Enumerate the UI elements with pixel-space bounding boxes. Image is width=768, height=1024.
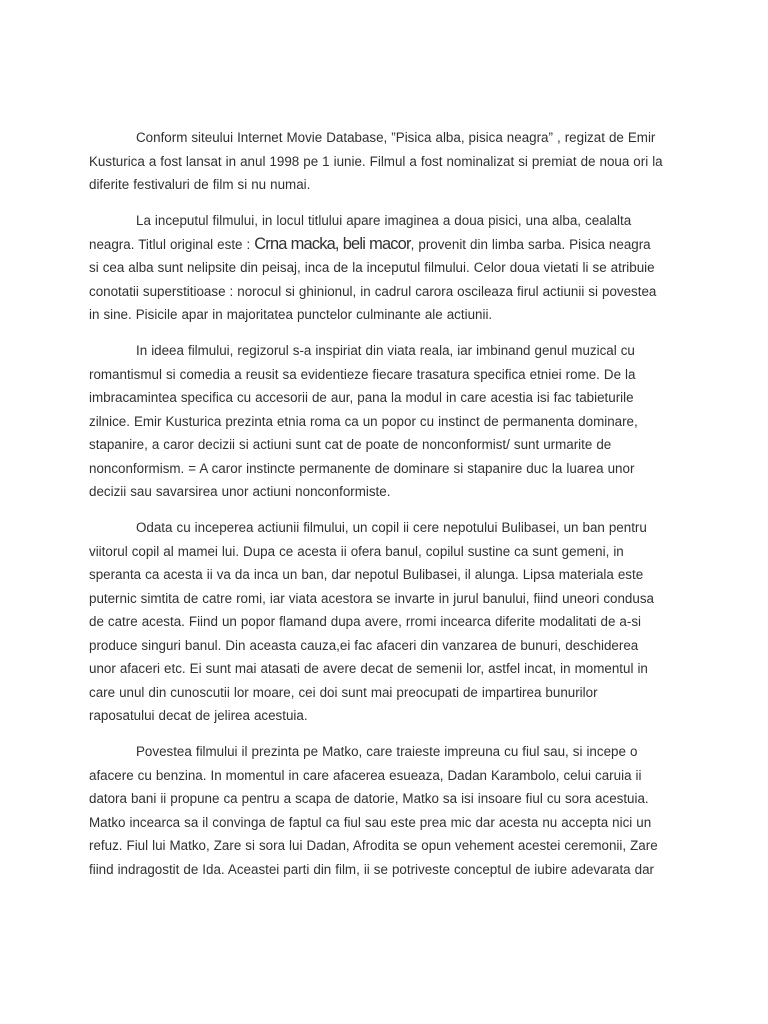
paragraph-2-text-after: , provenit din limba sarba. Pisica neagra si cea alba sunt nelipsite din peisaj, inca de la inceputul filmului. Celor doua vietati li se atribuie conotatii superstitioase : norocul si ghinionul, in cadrul carora oscileaza firul actiunii si povestea in sine. Pisicile apar in majoritatea punctelor culminante ale actiunii.	[89, 236, 657, 322]
paragraph-2-text-before: La inceputul filmului, in locul titlului apare imaginea a doua pisici, una alba, cealalta neagra. Titlul original este :	[89, 213, 632, 252]
paragraph-4: Odata cu inceperea actiunii filmului, un copil ii cere nepotului Bulibasei, un ban pentru viitorul copil al mamei lui. Dupa ce acesta ii ofera banul, copilul sustine ca sunt gemeni, in speranta ca acesta ii va da inca un ban, dar nepotul Bulibasei, il alunga. Lipsa materiala este puternic simtita de catre romi, iar viata acestora se invarte in jurul banului, fiind uneori condusa de catre acesta. Fiind un popor flamand dupa avere, rromi incearca diferite modalitati de a-si produce singuri banul. Din aceasta cauza,ei fac afaceri din vanzarea de bunuri, deschiderea unor afaceri etc. Ei sunt mai atasati de avere decat de semenii lor, astfel incat, in momentul in care unul din cunoscutii lor moare, cei doi sunt mai preocupati de impartirea bunurilor raposatului decat de jelirea acestuia.	[89, 520, 654, 723]
paragraph-1: Conform siteului Internet Movie Database, ”Pisica alba, pisica neagra” , regizat de Emir Kusturica a fost lansat in anul 1998 pe 1 iunie. Filmul a fost nominalizat si premiat de noua ori la diferite festivaluri de film si nu numai.	[89, 130, 663, 192]
document-body	[89, 126, 663, 881]
paragraph-3: In ideea filmului, regizorul s-a inspiriat din viata reala, iar imbinand genul muzical cu romantismul si comedia a reusit sa evidentieze fiecare trasatura specifica etniei rome. De la imbracamintea specifica cu accesorii de aur, pana la modul in care acestia isi fac tabieturile zilnice. Emir Kusturica prezinta etnia roma ca un popor cu instinct de permanenta dominare, stapanire, a caror decizii si actiuni sunt cat de poate de nonconformist/ sunt urmarite de nonconformism. = A caror instincte permanente de dominare si stapanire duc la luarea unor decizii sau savarsirea unor actiuni nonconformiste.	[89, 343, 638, 499]
original-title-text: Crna macka, beli macor	[254, 234, 411, 253]
paragraph-2	[89, 209, 663, 327]
paragraph-5: Povestea filmului il prezinta pe Matko, care traieste impreuna cu fiul sau, si incepe o afacere cu benzina. In momentul in care afacerea esueaza, Dadan Karambolo, celui caruia ii datora bani ii propune ca pentru a scapa de datorie, Matko sa isi insoare fiul cu sora acestuia. Matko incearca sa il convinga de faptul ca fiul sau este prea mic dar acesta nu accepta nici un refuz. Fiul lui Matko, Zare si sora lui Dadan, Afrodita se opun vehement acestei ceremonii, Zare fiind indragostit de Ida. Aceastei parti din film, ii se potriveste conceptul de iubire adevarata dar	[89, 744, 658, 877]
